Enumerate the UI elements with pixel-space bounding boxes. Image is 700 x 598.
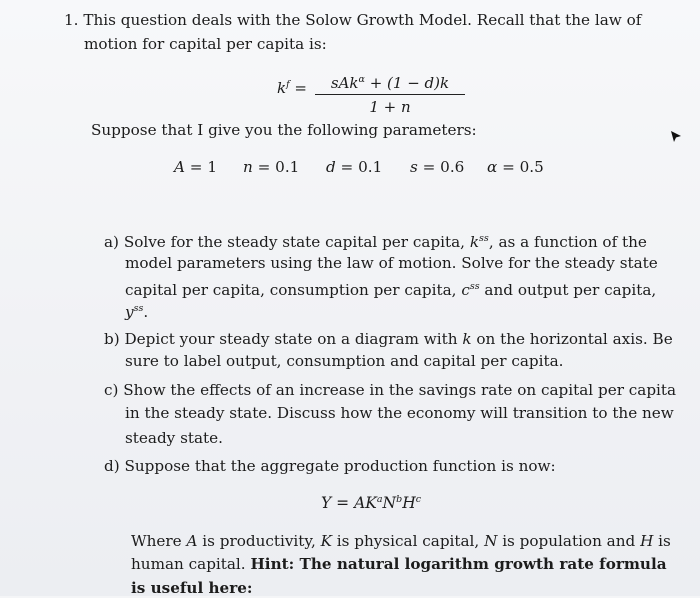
part-d-hint-line: human capital. Hint: The natural logarithm growth rate formula — [131, 555, 667, 573]
part-c-label: c) — [104, 381, 119, 399]
part-d-where-line: Where A is productivity, K is physical capital, N is population and H is — [131, 532, 671, 550]
part-a-line-2: model parameters using the law of motion. Solve for the steady state — [125, 254, 658, 272]
question-1-line-1 — [64, 10, 641, 30]
param-s: s = 0.6 — [410, 158, 465, 176]
part-a-line-3: capital per capita, consumption per capita, $c^{ss}$ and output per capita, — [125, 281, 657, 299]
param-d: d = 0.1 — [326, 158, 383, 176]
param-alpha: α = 0.5 — [487, 158, 544, 176]
part-d-line-1: d) Suppose that the aggregate production function is now: — [104, 457, 556, 475]
part-c-line-3: steady state. — [125, 429, 223, 447]
equation-numerator: sAk$^\alpha$ + (1 − d)k — [330, 74, 450, 92]
part-b-line-2: sure to label output, consumption and capital per capita. — [125, 352, 564, 370]
param-A: A = 1 — [174, 158, 218, 176]
part-d-label: d) — [104, 457, 120, 475]
question-intro-text-1: This question deals with the Solow Growth Model. Recall that the law of — [83, 11, 642, 29]
param-n: n = 0.1 — [243, 158, 300, 176]
equation-fraction — [315, 70, 465, 117]
production-function-equation: $Y = AK^aN^bH^c$ — [321, 494, 422, 512]
equation-denominator: 1 + n — [369, 98, 411, 116]
part-a-line-1: a) Solve for the steady state capital per capita, $k^{ss}$, as a function of the — [104, 233, 647, 251]
fraction-bar — [315, 94, 465, 95]
mouse-cursor-icon — [669, 130, 683, 144]
part-c-line-1: c) Show the effects of an increase in the savings rate on capital per capita — [104, 381, 677, 399]
equation-lhs: $k^f$ = — [277, 79, 307, 97]
params-intro: Suppose that I give you the following parameters: — [91, 121, 477, 139]
question-number: 1. — [64, 11, 79, 29]
question-1-line-2 — [84, 34, 327, 54]
hint-text: Hint: The natural logarithm growth rate formula — [250, 555, 667, 573]
part-b-label: b) — [104, 330, 120, 348]
part-b-line-1: b) Depict your steady state on a diagram with k on the horizontal axis. Be — [104, 330, 673, 348]
part-a-label: a) — [104, 233, 119, 251]
part-a-line-4: $y^{ss}$. — [125, 303, 149, 321]
part-d-hint-line-2: is useful here: — [131, 579, 253, 597]
part-c-line-2: in the steady state. Discuss how the economy will transition to the new — [125, 404, 674, 422]
question-intro-text-2: motion for capital per capita is: — [84, 35, 327, 53]
